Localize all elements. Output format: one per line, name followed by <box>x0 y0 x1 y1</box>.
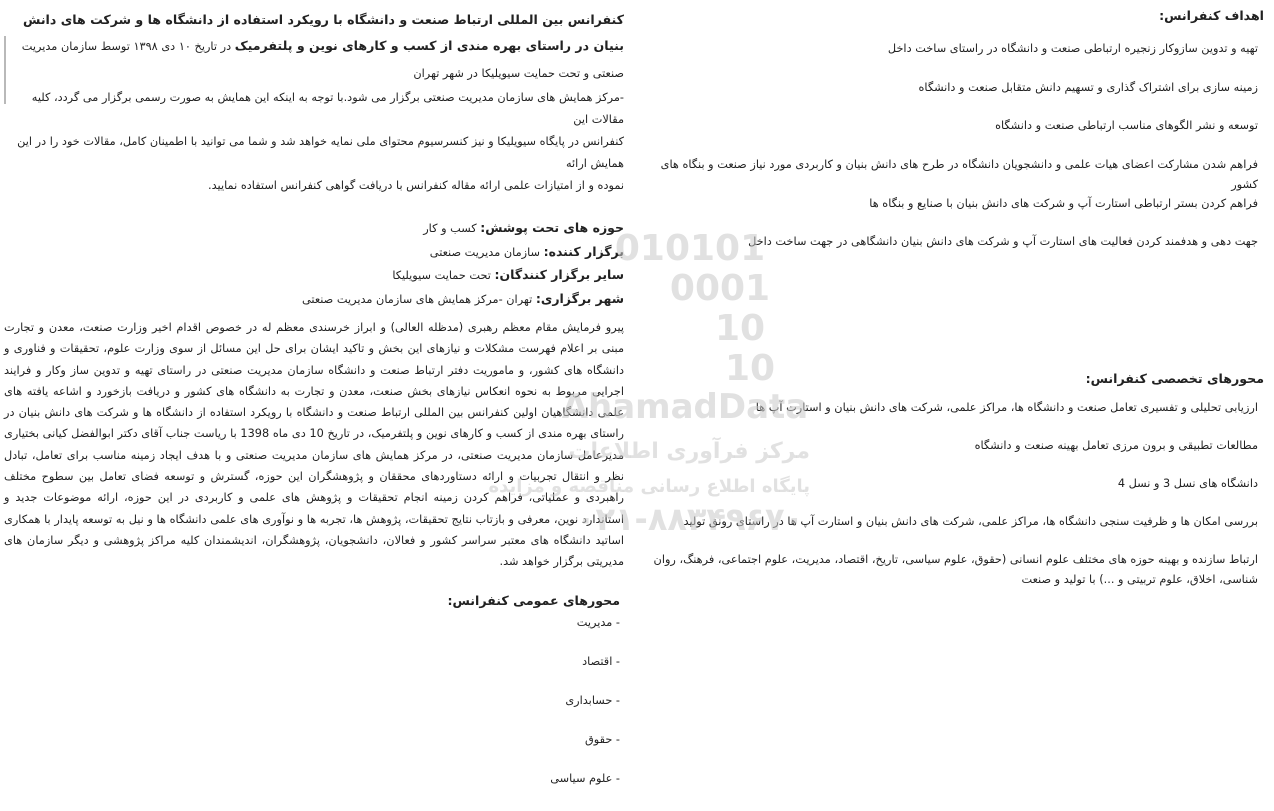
watermark-digits: 10 <box>724 348 776 389</box>
info-value: تهران -مرکز همایش های سازمان مدیریت صنعتی <box>302 292 536 306</box>
specialized-axis-item: ارتباط سازنده و بهینه حوزه های مختلف علوم انسانی (حقوق، علوم سیاسی، تاریخ، اقتصاد، مدیریت، علوم اجتماعی، فرهنگ، روان شناسی، اخلاق، علوم تربیتی و ...) با تولید و صنعت <box>653 553 1258 587</box>
intro-line: نموده و از امتیازات علمی ارائه مقاله کنفرانس با دریافت گواهی کنفرانس استفاده نمایید. <box>208 179 624 192</box>
watermark-brand: AhamadData <box>561 387 809 427</box>
objectives-list <box>640 39 1258 271</box>
watermark-digits: 10 <box>714 308 766 349</box>
objective-item: فراهم شدن مشارکت اعضای هیات علمی و دانشجویان دانشگاه در طرح های دانش بنیان و کاربردی مورد نیاز صنعت و بنگاه های کشور <box>660 158 1258 192</box>
watermark-line1: مرکز فرآوری اطلاعات <box>568 439 810 464</box>
general-axis-item: - حسابداری <box>565 693 620 707</box>
objective-item: توسعه و نشر الگوهای مناسب ارتباطی صنعت و دانشگاه <box>995 119 1258 133</box>
conference-info <box>4 217 624 311</box>
info-city <box>4 288 624 312</box>
watermark-phone: ۰۲۱-۸۸۳۴۹۶۷۰ <box>575 500 805 538</box>
conference-intro <box>4 7 624 87</box>
info-co-organizers <box>4 264 624 288</box>
info-label: شهر برگزاری: <box>535 290 624 306</box>
info-coverage <box>4 217 624 241</box>
general-axes-heading: محورهای عمومی کنفرانس: <box>447 592 620 608</box>
conference-description: پیرو فرمایش مقام معظم رهبری (مدظله العالی) و ابراز خرسندی معظم له در خصوص اقدام اخیر وزارت صنعت، معدن و تجارت مبنی بر اعلام فهرست مشکلات و نیازهای این بخش و تاکید ایشان برای حل این مسائل از سوی وزارت علوم، تحقیقات و فناوری و دانشگاه های کشور، و ماموریت دفتر ارتباط صنعت و دانشگاه سازمان مدیریت صنعتی در راستای تهیه و تدوین ساز وکار و فرایند اجرایی مربوط به نحوه انعکاس نیازهای بخش صنعت، معدن و تجارت به دانشگاه های کشور و دریافت بازخورد و اشاعه یافته های علمی دانشگاهیان اولین کنفرانس بین المللی ارتباط صنعت و دانشگاه با رویکرد استفاده از دانشگاه ها و شرکت های دانش بنیان در راستای بهره مندی از کسب و کارهای نوین و پلتفرمیک، در تاریخ 10 دی ماه 1398 با ریاست جناب آقای دکتر ابوالفضل کیانی بختیاری مدیرعامل سازمان مدیریت صنعتی، در مرکز همایش های سازمان مدیریت صنعتی و با هدف ایجاد زمینه مناسب برای تعامل، تبادل نظر و انتقال تجربیات و ارائه دستاوردهای محققان و پژوهشگران این حوزه، گسترش و توسعه فضای تعامل بین سطوح مختلف راهبردی و عملیاتی، فراهم کردن زمینه انجام تحقیقات و پژوهش های علمی و کاربردی در این حوزه، ارائه موضوعات جدید و استاندارد نوین، معرفی و بازتاب نتایج تحقیقات، پژوهش ها، تجربه ها و نوآوری های علمی دانشگاه ها و نیل به توسعه پایدار با همکاری اساتید دانشگاه های معتبر سراسر کشور و فعالان، دانشجویان، پژوهشگران، اندیشمندان کلیه مراکز پژوهشی و دیگر سازمان های مدیریتی برگزار خواهد شد. <box>4 321 624 569</box>
info-value: کسب و کار <box>423 222 481 235</box>
objective-item: جهت دهی و هدفمند کردن فعالیت های استارت آپ و شرکت های دانش بنیان دانشگاهی در جهت ساخت داخل <box>748 235 1258 249</box>
watermark-line2: پایگاه اطلاع رسانی مناقصه و مزایده <box>488 476 810 497</box>
objectives-heading: اهداف کنفرانس: <box>1159 8 1264 23</box>
specialized-axes-heading: محورهای تخصصی کنفرانس: <box>1085 371 1264 387</box>
general-axis-item: - مدیریت <box>576 615 620 629</box>
watermark-digits: 0001 <box>669 268 771 309</box>
right-column <box>640 0 1268 608</box>
conference-date-text: در تاریخ ۱۰ دی ۱۳۹۸ توسط سازمان مدیریت صنعتی و تحت حمایت سیویلیکا در شهر تهران <box>21 40 624 80</box>
info-label: سایر برگزار کنندگان: <box>494 267 624 282</box>
info-label: حوزه های تحت پوشش: <box>480 220 624 235</box>
conference-title: کنفرانس بین المللی ارتباط صنعت و دانشگاه با رویکرد استفاده از دانشگاه ها و شرکت های دانش بنیان در راستای بهره مندی از کسب و کارهای نوین و پلتفرمیک <box>23 12 624 53</box>
info-value: تحت حمایت سیویلیکا <box>392 269 495 282</box>
specialized-axis-item: ارزیابی تحلیلی و تفسیری تعامل صنعت و دانشگاه ها، مراکز علمی، شرکت های دانش بنیان و استارت آپ ها <box>755 401 1258 415</box>
info-label: برگزار کننده: <box>543 243 624 259</box>
specialized-axis-item: بررسی امکان ها و ظرفیت سنجی دانشگاه ها، مراکز علمی، شرکت های دانش بنیان و استارت آپ ها در راستای رونق تولید <box>683 515 1258 529</box>
objective-item: تهیه و تدوین سازوکار زنجیره ارتباطی صنعت و دانشگاه در راستای ساخت داخل <box>887 42 1258 55</box>
general-axis-item: - حقوق <box>585 732 620 746</box>
info-organizer <box>4 241 624 265</box>
intro-line: -مرکز همایش های سازمان مدیریت صنعتی برگزار می شود.با توجه به اینکه این همایش به صورت رسمی برگزار می گردد، کلیه مقالات این <box>31 91 624 126</box>
specialized-axes-list <box>640 398 1258 590</box>
objective-item: فراهم کردن بستر ارتباطی استارت آپ و شرکت های دانش بنیان با صنایع و بنگاه ها <box>869 196 1258 210</box>
objective-item: زمینه سازی برای اشتراک گذاری و تسهیم دانش متقابل صنعت و دانشگاه <box>918 80 1258 94</box>
info-value: سازمان مدیریت صنعتی <box>429 245 544 259</box>
general-axis-item: - اقتصاد <box>582 654 620 668</box>
watermark-digits: 010101 <box>614 228 766 269</box>
specialized-axis-item: مطالعات تطبیقی و برون مرزی تعامل بهینه صنعت و دانشگاه <box>974 439 1258 453</box>
specialized-axis-item: دانشگاه های نسل 3 و نسل 4 <box>1117 477 1258 491</box>
intro-line: کنفرانس در پایگاه سیویلیکا و نیز کنسرسیوم محتوای ملی نمایه خواهد شد و شما می توانید با اطمینان کامل، مقالات خود را در این همایش ارائه <box>17 135 624 170</box>
left-column <box>4 0 630 811</box>
general-axis-item: - علوم سیاسی <box>550 771 620 785</box>
general-axes-list <box>4 616 620 811</box>
